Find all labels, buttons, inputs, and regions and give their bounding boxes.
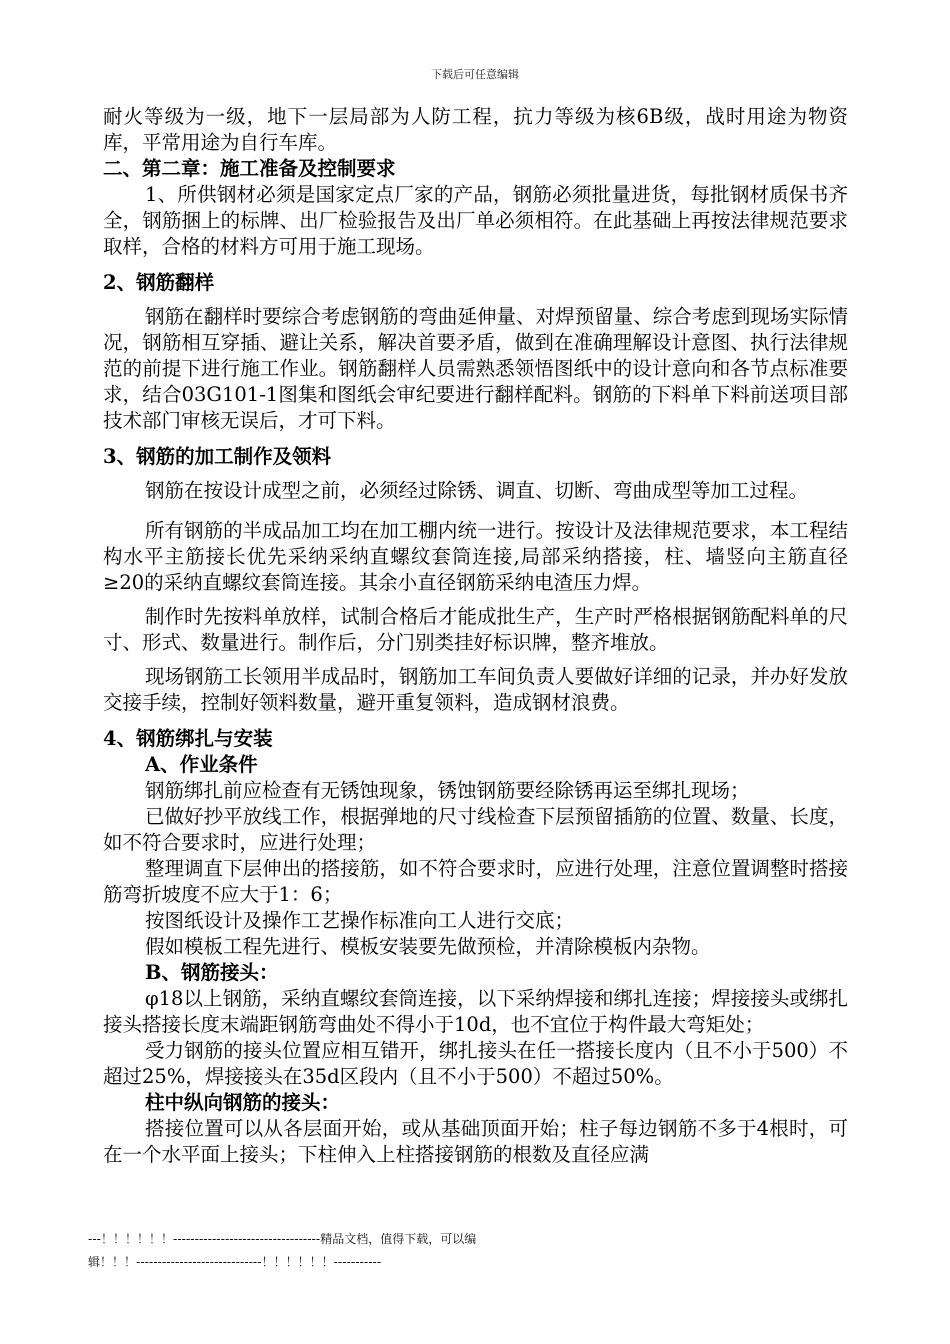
paragraph-a-2: 已做好抄平放线工作，根据弹地的尺寸线检查下层预留插筋的位置、数量、长度，如不符合要求时，应进行处理； [103, 805, 848, 854]
paragraph-rebar-layout: 钢筋在翻样时要综合考虑钢筋的弯曲延伸量、对焊预留量、综合考虑到现场实际情况，钢筋相互穿插、避让关系，解决首要矛盾，做到在准确理解设计意图、执行法律规范的前提下进行施工作业。钢筋翻样人员需熟悉领悟图纸中的设计意向和各节点标准要求，结合03G101-1图集和图纸会审纪要进行翻样配料。钢筋的下料单下料前送项目部技术部门审核无误后，才可下料。 [103, 305, 848, 432]
footer-line-2: 辑！！！-----------------------------！！！！！！----------- [88, 1255, 382, 1269]
section-heading-4: 4、钢筋绑扎与安装 [103, 727, 273, 750]
paragraph-a-5: 假如模板工程先进行、模板安装要先做预检，并清除模板内杂物。 [145, 935, 711, 958]
paragraph-processing-1: 钢筋在按设计成型之前，必须经过除锈、调直、切断、弯曲成型等加工过程。 [145, 479, 809, 502]
paragraph-c-1: 搭接位置可以从各层面开始，或从基础顶面开始；柱子每边钢筋不多于4根时，可在一个水平面上接头；下柱伸入上柱搭接钢筋的根数及直径应满 [103, 1117, 848, 1166]
document-body [103, 104, 848, 1168]
paragraph-b-1: φ18以上钢筋，采纳直螺纹套筒连接，以下采纳焊接和绑扎连接；焊接接头或绑扎接头搭接长度末端距钢筋弯曲处不得小于10d，也不宜位于构件最大弯矩处； [103, 987, 848, 1036]
paragraph-a-3: 整理调直下层伸出的搭接筋，如不符合要求时，应进行处理，注意位置调整时搭接筋弯折坡度不应大于1：6； [103, 857, 848, 906]
paragraph-processing-2: 所有钢筋的半成品加工均在加工棚内统一进行。按设计及法律规范要求，本工程结构水平主筋接长优先采纳采纳直螺纹套筒连接,局部采纳搭接，柱、墙竖向主筋直径≥20的采纳直螺纹套筒连接。其余小直径钢筋采纳电渣压力焊。 [103, 519, 848, 594]
chapter-heading: 二、第二章：施工准备及控制要求 [103, 157, 396, 180]
paragraph-a-1: 钢筋绑扎前应检查有无锈蚀现象，锈蚀钢筋要经除锈再运至绑扎现场； [145, 779, 750, 802]
paragraph-processing-4: 现场钢筋工长领用半成品时，钢筋加工车间负责人要做好详细的记录，并办好发放交接手续，控制好领料数量，避开重复领料，造成钢材浪费。 [103, 665, 848, 714]
page-footer [88, 1228, 568, 1274]
paragraph-processing-3: 制作时先按料单放样，试制合格后才能成批生产，生产时严格根据钢筋配料单的尺寸、形式、数量进行。制作后，分门别类挂好标识牌，整齐堆放。 [103, 605, 848, 654]
paragraph-material: 1、所供钢材必须是国家定点厂家的产品，钢筋必须批量进货，每批钢材质保书齐全，钢筋捆上的标牌、出厂检验报告及出厂单必须相符。在此基础上再按法律规范要求取样，合格的材料方可用于施工现场。 [103, 183, 848, 258]
subsection-heading-b: B、钢筋接头： [145, 961, 279, 984]
paragraph-b-2: 受力钢筋的接头位置应相互错开，绑扎接头在任一搭接长度内（且不小于500）不超过25%，焊接接头在35d区段内（且不小于500）不超过50%。 [103, 1039, 848, 1088]
page-header: 下载后可任意编辑 [431, 68, 519, 81]
subsection-heading-a: A、作业条件 [145, 753, 258, 776]
intro-paragraph: 耐火等级为一级，地下一层局部为人防工程，抗力等级为核6B级，战时用途为物资库，平常用途为自行车库。 [103, 105, 848, 154]
footer-line-1: ---！！！！！！----------------------------------精品文档，值得下载，可以编 [88, 1232, 477, 1246]
section-heading-2: 2、钢筋翻样 [103, 271, 215, 294]
section-heading-3: 3、钢筋的加工制作及领料 [103, 445, 332, 468]
subsection-heading-c: 柱中纵向钢筋的接头： [145, 1091, 341, 1114]
paragraph-a-4: 按图纸设计及操作工艺操作标准向工人进行交底； [145, 909, 575, 932]
